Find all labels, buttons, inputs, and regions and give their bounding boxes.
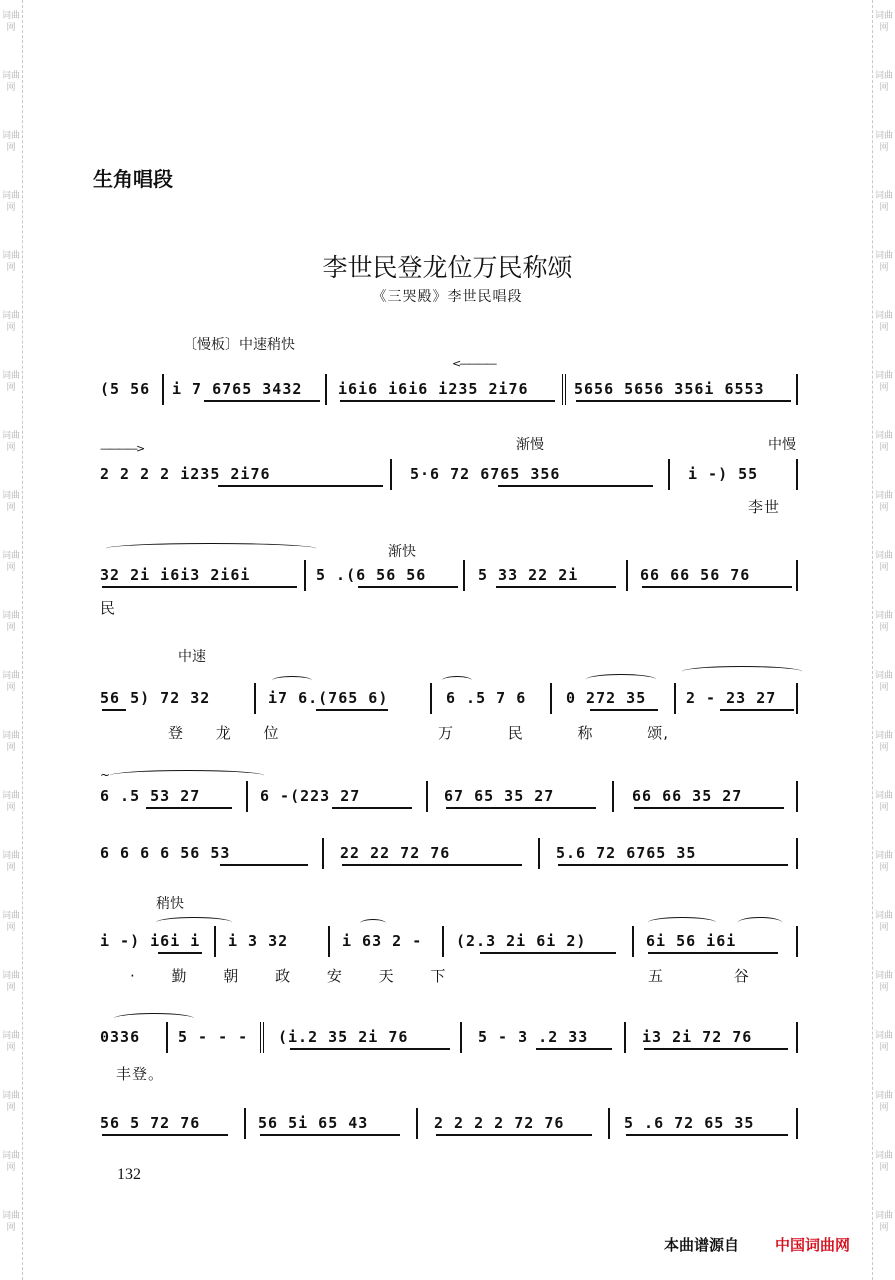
watermark-text: 词曲网 (2, 1031, 21, 1053)
watermark-text: 词曲网 (875, 551, 894, 573)
underline-beam (102, 709, 126, 711)
bar-line (796, 781, 798, 812)
notation-segment: 56 5) 72 32 (100, 689, 211, 707)
notation-segment: i 63 2 - (342, 932, 423, 950)
score-line-3 (100, 544, 802, 617)
bar-line (796, 1108, 798, 1139)
bar-line (626, 560, 628, 591)
watermark-text: 词曲网 (2, 611, 21, 633)
underline-beam (102, 1134, 228, 1136)
notation-segment: 2 2 2 2 72 76 (434, 1114, 565, 1132)
underline-beam (634, 807, 784, 809)
watermark-text: 词曲网 (2, 1151, 21, 1173)
notation-segment: 2 2 2 2 i235 2i76 (100, 465, 271, 483)
bar-line (796, 926, 798, 957)
watermark-text: 词曲网 (2, 791, 21, 813)
notation-segment: i -) i6i i (100, 932, 201, 950)
bar-line (674, 683, 676, 714)
underline-beam (316, 709, 388, 711)
underline-beam (644, 1048, 788, 1050)
bar-line (246, 781, 248, 812)
score-line-6 (100, 843, 802, 869)
watermark-text: 词曲网 (875, 71, 894, 93)
watermark-text: 词曲网 (875, 851, 894, 873)
lyric-text: 万 民 称 颂, (438, 724, 670, 742)
watermark-text: 词曲网 (875, 611, 894, 633)
watermark-text: 词曲网 (2, 371, 21, 393)
notation-segment: i 7 6765 3432 (172, 380, 303, 398)
bar-line (608, 1108, 610, 1139)
underline-beam (260, 1134, 400, 1136)
underline-beam (496, 586, 616, 588)
underline-beam (536, 1048, 612, 1050)
underline-beam (340, 400, 555, 402)
lyric-text: 民 (100, 599, 117, 617)
watermark-text: 词曲网 (875, 1211, 894, 1233)
underline-beam (332, 807, 412, 809)
lyric-text: 五 谷 (648, 967, 750, 985)
bar-line (538, 838, 540, 869)
watermark-text: 词曲网 (875, 371, 894, 393)
tempo-marking: 中慢 (768, 437, 796, 453)
notation-segment: 6 .5 53 27 (100, 787, 201, 805)
bar-line (796, 459, 798, 490)
underline-beam (342, 864, 522, 866)
watermark-text: 词曲网 (2, 971, 21, 993)
notation-segment: 5.6 72 6765 35 (556, 844, 697, 862)
watermark-text: 词曲网 (2, 491, 21, 513)
notation-segment: 67 65 35 27 (444, 787, 555, 805)
watermark-text: 词曲网 (2, 731, 21, 753)
underline-beam (358, 586, 458, 588)
underline-beam (218, 485, 383, 487)
bar-line (796, 683, 798, 714)
watermark-text: 词曲网 (2, 1091, 21, 1113)
notation-segment: 6 -(223 27 (260, 787, 361, 805)
notation-segment: i7 6.(765 6) (268, 689, 389, 707)
bar-line (668, 459, 670, 490)
crescendo-mark: <———— (452, 357, 496, 370)
slur-mark (586, 674, 656, 685)
section-title: 生角唱段 (93, 167, 173, 191)
underline-beam (576, 400, 791, 402)
bar-line (463, 560, 465, 591)
bar-line (322, 838, 324, 869)
bar-line (430, 683, 432, 714)
notation-segment: 32 2i i6i3 2i6i (100, 566, 251, 584)
underline-beam (290, 1048, 450, 1050)
bar-line (460, 1022, 462, 1053)
notation-segment: i6i6 i6i6 i235 2i76 (338, 380, 529, 398)
notation-segment: 6i 56 i6i (646, 932, 737, 950)
watermark-text: 词曲网 (875, 431, 894, 453)
notation-segment: 5 .6 72 65 35 (624, 1114, 755, 1132)
notation-segment: i -) 55 (688, 465, 759, 483)
underline-beam (498, 485, 653, 487)
watermark-text: 词曲网 (875, 971, 894, 993)
watermark-text: 词曲网 (875, 131, 894, 153)
notation-segment: 66 66 56 76 (640, 566, 751, 584)
watermark-text: 词曲网 (2, 911, 21, 933)
tempo-marking: 中速 (178, 649, 206, 665)
bar-line (254, 683, 256, 714)
slur-mark (360, 919, 386, 928)
notation-segment: 5 33 22 2i (478, 566, 579, 584)
page-number: 132 (117, 1166, 141, 1183)
watermark-text: 词曲网 (875, 191, 894, 213)
bar-line (325, 374, 327, 405)
underline-beam (720, 709, 794, 711)
underline-beam (436, 1134, 592, 1136)
tempo-marking: 〔慢板〕中速稍快 (183, 337, 295, 353)
notation-segment: 5 - - - (178, 1028, 249, 1046)
notation-segment: 56 5 72 76 (100, 1114, 201, 1132)
notation-segment: 5656 5656 356i 6553 (574, 380, 765, 398)
notation-segment: i 3 32 (228, 932, 289, 950)
slur-mark (110, 770, 264, 781)
notation-segment: 66 66 35 27 (632, 787, 743, 805)
bar-line (260, 1022, 261, 1053)
bar-line (328, 926, 330, 957)
underline-beam (102, 586, 297, 588)
tempo-marking: 渐慢 (516, 437, 544, 453)
bar-line (390, 459, 392, 490)
watermark-text: 词曲网 (875, 491, 894, 513)
notation-segment: 56 5i 65 43 (258, 1114, 369, 1132)
bar-line (796, 374, 798, 405)
bar-line (796, 560, 798, 591)
watermark-text: 词曲网 (875, 1091, 894, 1113)
watermark-text: 词曲网 (875, 311, 894, 333)
tempo-marking: 稍快 (156, 896, 184, 912)
bar-line (550, 683, 552, 714)
score-line-4 (100, 649, 802, 742)
watermark-text: 词曲网 (2, 71, 21, 93)
slur-mark (272, 676, 312, 685)
bar-line (632, 926, 634, 957)
underline-beam (480, 952, 616, 954)
notation-segment: 0336 (100, 1028, 141, 1046)
bar-line (612, 781, 614, 812)
slur-mark (106, 543, 316, 554)
watermark-text: 词曲网 (875, 11, 894, 33)
watermark-text: 词曲网 (2, 551, 21, 573)
bar-line (162, 374, 164, 405)
watermark-text: 词曲网 (2, 11, 21, 33)
song-subtitle: 《三哭殿》李世民唱段 (372, 289, 523, 305)
slur-mark (442, 676, 472, 685)
notation-segment: 6 .5 7 6 (446, 689, 527, 707)
lyric-text: 李世 (748, 498, 781, 516)
notation-segment: 5 .(6 56 56 (316, 566, 427, 584)
lyric-text: 丰登。 (116, 1065, 165, 1083)
underline-beam (220, 864, 308, 866)
trill-mark: ~ (100, 768, 111, 782)
score-line-5 (100, 768, 802, 812)
watermark-text: 词曲网 (2, 431, 21, 453)
slur-mark (738, 917, 782, 928)
bar-line (214, 926, 216, 957)
notation-segment: 2 - 23 27 (686, 689, 777, 707)
bar-line (624, 1022, 626, 1053)
notation-segment: 6 6 6 6 56 53 (100, 844, 231, 862)
bar-line (244, 1108, 246, 1139)
watermark-text: 词曲网 (875, 1031, 894, 1053)
notation-segment: 0 272 35 (566, 689, 647, 707)
lyric-text: 登 龙 位 (168, 724, 280, 742)
watermark-text: 词曲网 (875, 251, 894, 273)
watermark-text: 词曲网 (2, 131, 21, 153)
watermark-text: 词曲网 (2, 671, 21, 693)
underline-beam (642, 586, 792, 588)
underline-beam (204, 400, 320, 402)
tempo-marking: 渐快 (388, 544, 416, 560)
bar-line (426, 781, 428, 812)
bar-line (442, 926, 444, 957)
score-line-2 (100, 437, 802, 516)
watermark-text: 词曲网 (875, 1151, 894, 1173)
footer-source-text: 本曲谱源自 (664, 1236, 740, 1254)
bar-line (796, 838, 798, 869)
bar-line (166, 1022, 168, 1053)
underline-beam (590, 709, 658, 711)
slur-mark (648, 917, 716, 928)
watermark-text: 词曲网 (2, 851, 21, 873)
notation-segment: 5·6 72 6765 356 (410, 465, 561, 483)
score-line-8 (100, 1027, 802, 1083)
left-margin-watermark (0, 0, 23, 1280)
slur-mark (156, 917, 232, 928)
underline-beam (626, 1134, 788, 1136)
notation-segment: i3 2i 72 76 (642, 1028, 753, 1046)
right-margin-watermark (872, 0, 895, 1280)
notation-segment: (5 56 (100, 380, 151, 398)
slur-mark (114, 1013, 194, 1024)
watermark-text: 词曲网 (875, 731, 894, 753)
underline-beam (158, 952, 202, 954)
lyric-text: · 勤 朝 政 安 天 下 (130, 967, 447, 985)
notation-segment: (2.3 2i 6i 2) (456, 932, 587, 950)
watermark-text: 词曲网 (2, 251, 21, 273)
slur-mark (682, 666, 802, 677)
underline-beam (146, 807, 232, 809)
watermark-text: 词曲网 (875, 671, 894, 693)
watermark-text: 词曲网 (2, 311, 21, 333)
notation-segment: 22 22 72 76 (340, 844, 451, 862)
bar-line (416, 1108, 418, 1139)
bar-line (796, 1022, 798, 1053)
watermark-text: 词曲网 (2, 1211, 21, 1233)
watermark-text: 词曲网 (2, 191, 21, 213)
score-line-1 (100, 357, 802, 405)
underline-beam (648, 952, 778, 954)
notation-segment: 5 - 3 .2 33 (478, 1028, 589, 1046)
underline-beam (446, 807, 596, 809)
song-title: 李世民登龙位万民称颂 (322, 253, 573, 282)
watermark-text: 词曲网 (875, 791, 894, 813)
underline-beam (558, 864, 788, 866)
footer-site-link[interactable]: 中国词曲网 (775, 1236, 851, 1254)
decrescendo-mark: ————> (100, 442, 144, 455)
notation-segment: (i.2 35 2i 76 (278, 1028, 409, 1046)
bar-line (304, 560, 306, 591)
score-line-9 (100, 1113, 802, 1139)
watermark-text: 词曲网 (875, 911, 894, 933)
bar-line (562, 374, 563, 405)
score-line-7 (100, 896, 802, 985)
